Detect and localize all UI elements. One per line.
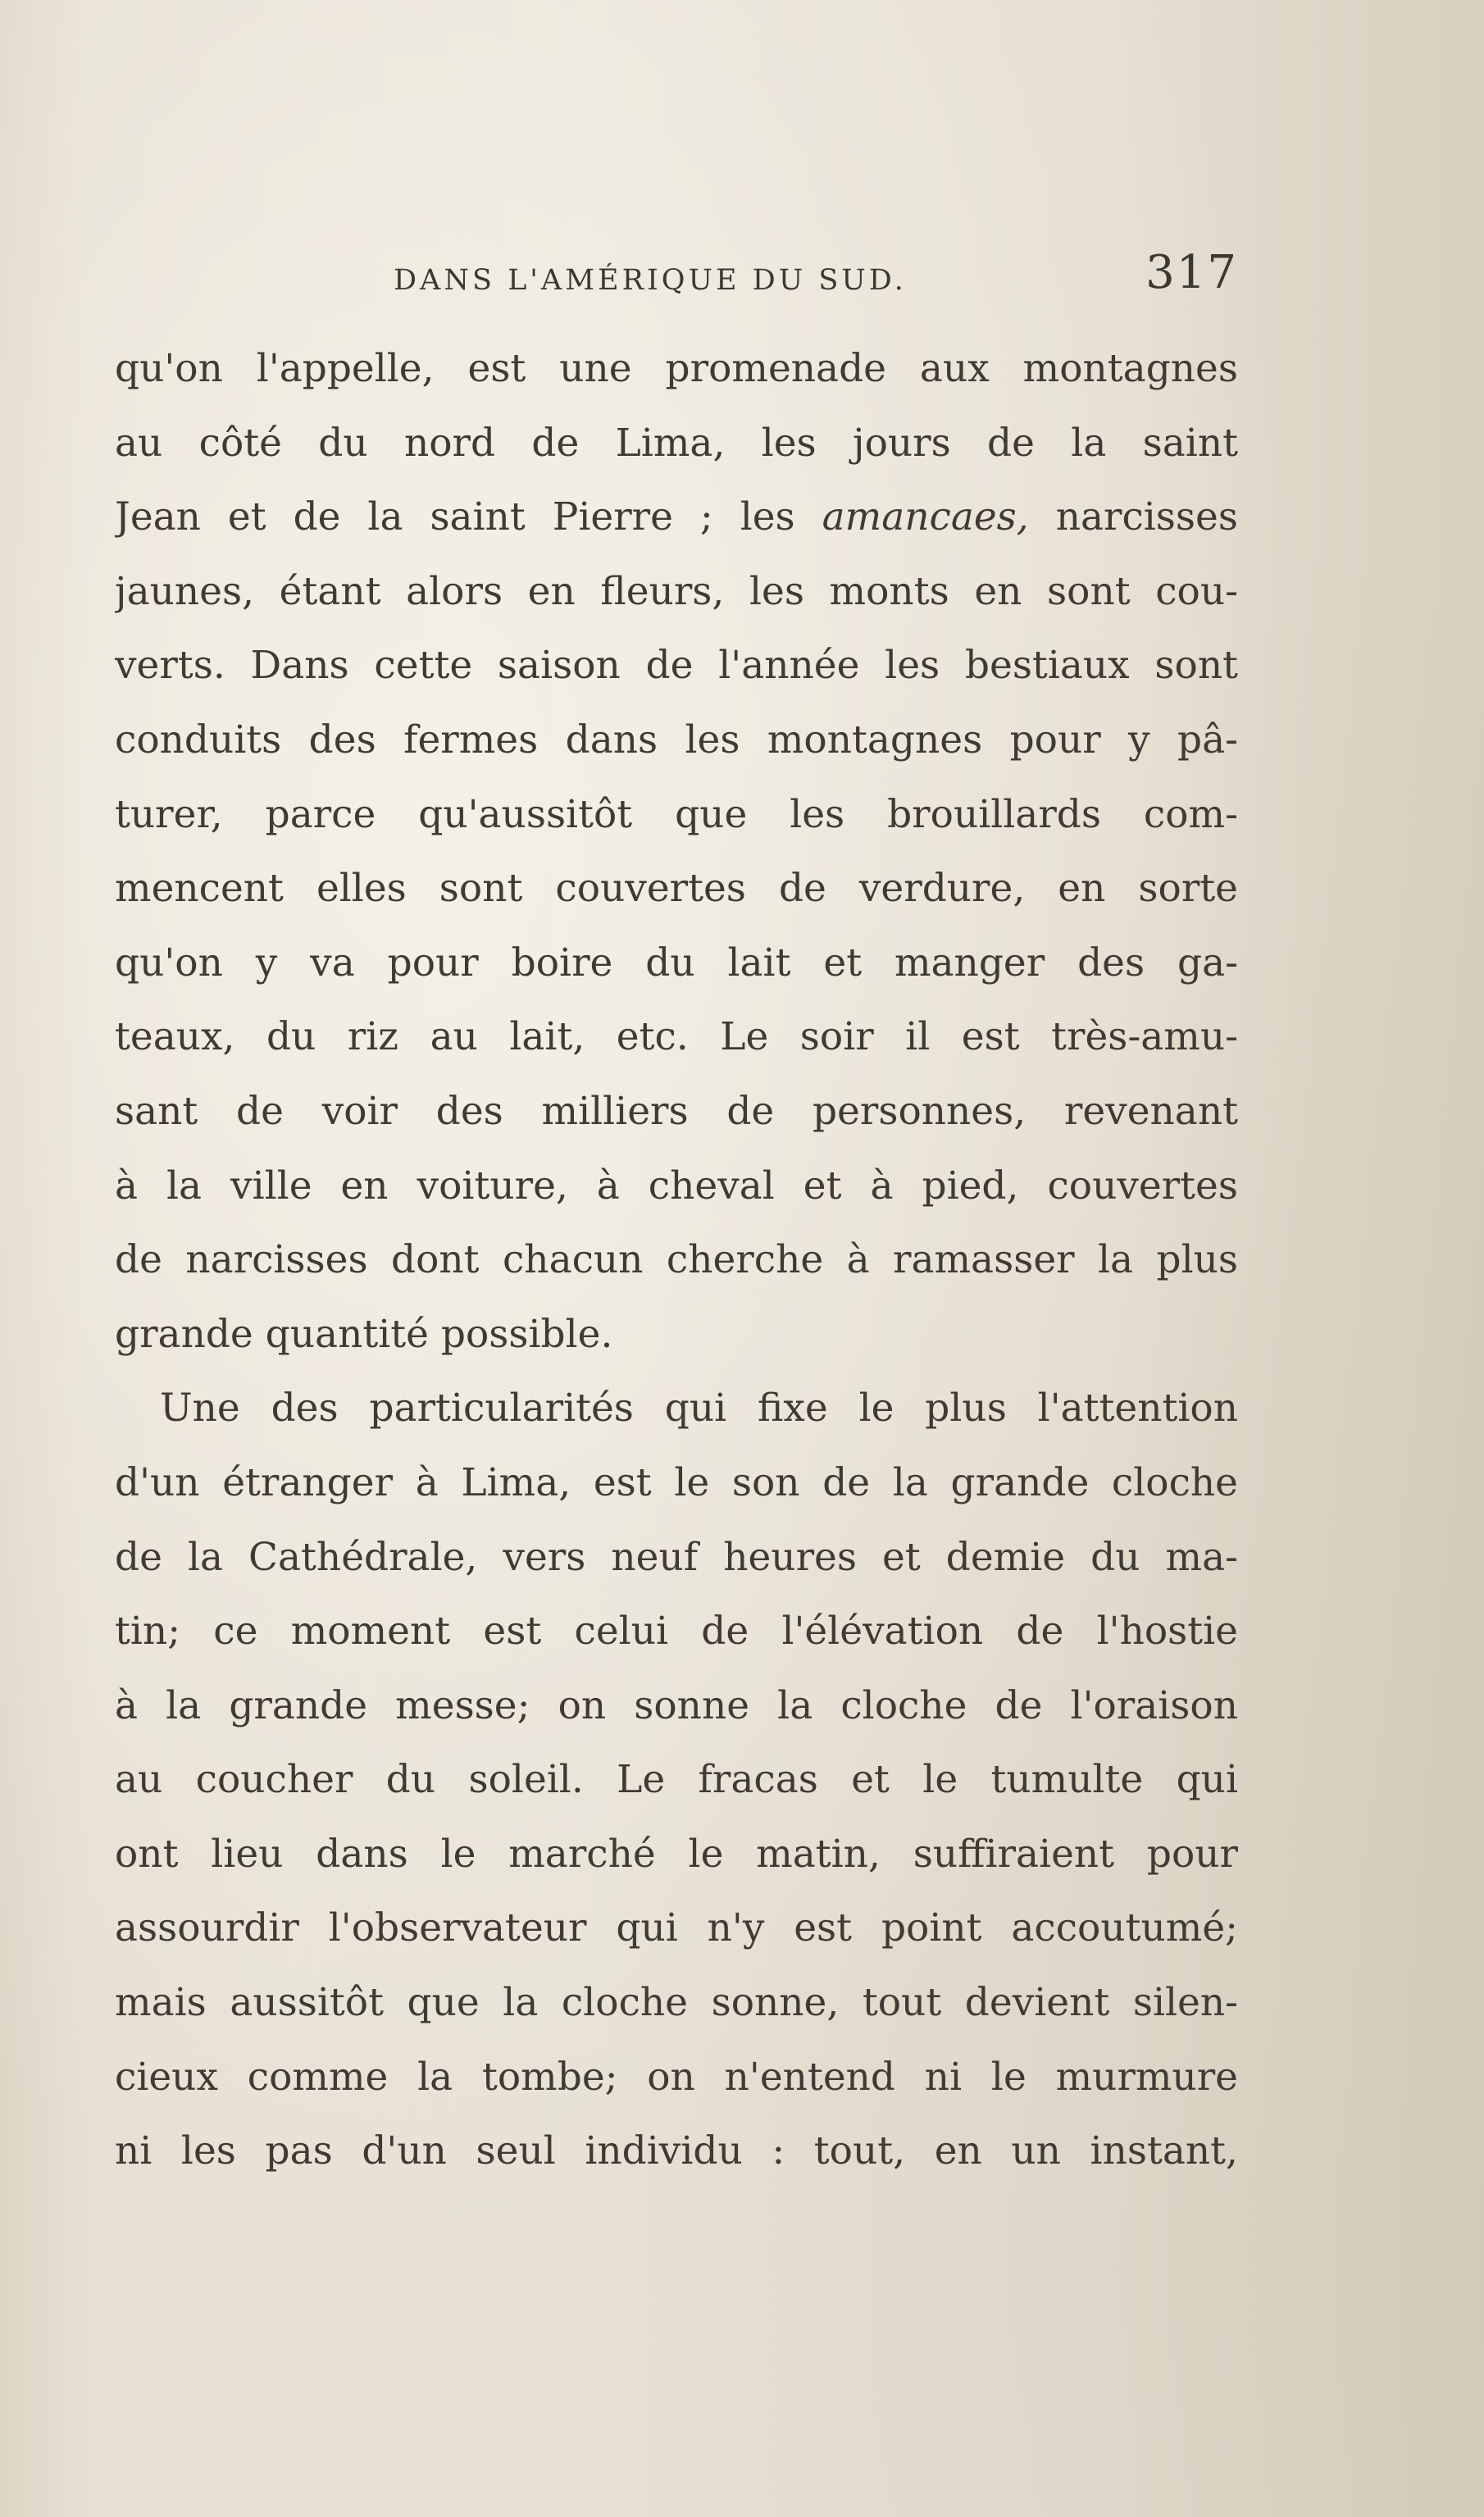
text-line: verts. Dans cette saison de l'année les bestiaux sont — [115, 643, 1238, 689]
text-line: qu'on y va pour boire du lait et manger des ga- — [115, 940, 1238, 985]
text-line: de narcisses dont chacun cherche à ramasser la plus — [115, 1237, 1238, 1283]
text-line: au côté du nord de Lima, les jours de la saint — [115, 420, 1238, 466]
text-line: au coucher du soleil. Le fracas et le tumulte qui — [115, 1757, 1238, 1803]
text-line: ont lieu dans le marché le matin, suffiraient pour — [115, 1831, 1238, 1877]
page-number: 317 — [1145, 246, 1238, 299]
text-line: d'un étranger à Lima, est le son de la grande cloche — [115, 1459, 1238, 1505]
text-line: qu'on l'appelle, est une promenade aux montagnes — [115, 346, 1238, 391]
text-line: sant de voir des milliers de personnes, revenant — [115, 1088, 1238, 1134]
text-line-paragraph-end: grande quantité possible. — [115, 1311, 613, 1357]
text-segment: narcisses — [1028, 494, 1238, 540]
text-line: de la Cathédrale, vers neuf heures et demie du ma- — [115, 1534, 1238, 1580]
text-line: mais aussitôt que la cloche sonne, tout devient silen- — [115, 1980, 1238, 2026]
running-title: DANS L'AMÉRIQUE DU SUD. — [394, 264, 907, 297]
text-line: à la grande messe; on sonne la cloche de l'oraison — [115, 1682, 1238, 1728]
page-header — [115, 246, 1238, 320]
text-line-paragraph-start: Une des particularités qui fixe le plus l'attention — [160, 1386, 1238, 1431]
text-line: teaux, du riz au lait, etc. Le soir il est très-amu- — [115, 1014, 1238, 1060]
text-line — [115, 480, 1238, 555]
text-segment: Jean et de la saint Pierre ; les — [115, 494, 822, 540]
text-line: tin; ce moment est celui de l'élévation de l'hostie — [115, 1609, 1238, 1654]
text-line: conduits des fermes dans les montagnes pour y pâ- — [115, 717, 1238, 762]
text-line: assourdir l'observateur qui n'y est point accoutumé; — [115, 1905, 1238, 1951]
text-line: jaunes, étant alors en fleurs, les monts en sont cou- — [115, 568, 1238, 614]
italic-term: amancaes, — [822, 494, 1029, 540]
text-line: turer, parce qu'aussitôt que les brouillards com- — [115, 791, 1238, 837]
body-text — [115, 332, 1238, 2189]
text-line: à la ville en voiture, à cheval et à pied, couvertes — [115, 1163, 1238, 1208]
text-line: mencent elles sont couvertes de verdure, en sorte — [115, 866, 1238, 912]
text-line: ni les pas d'un seul individu : tout, en un instant, — [115, 2128, 1238, 2174]
text-line: cieux comme la tombe; on n'entend ni le murmure — [115, 2054, 1238, 2100]
